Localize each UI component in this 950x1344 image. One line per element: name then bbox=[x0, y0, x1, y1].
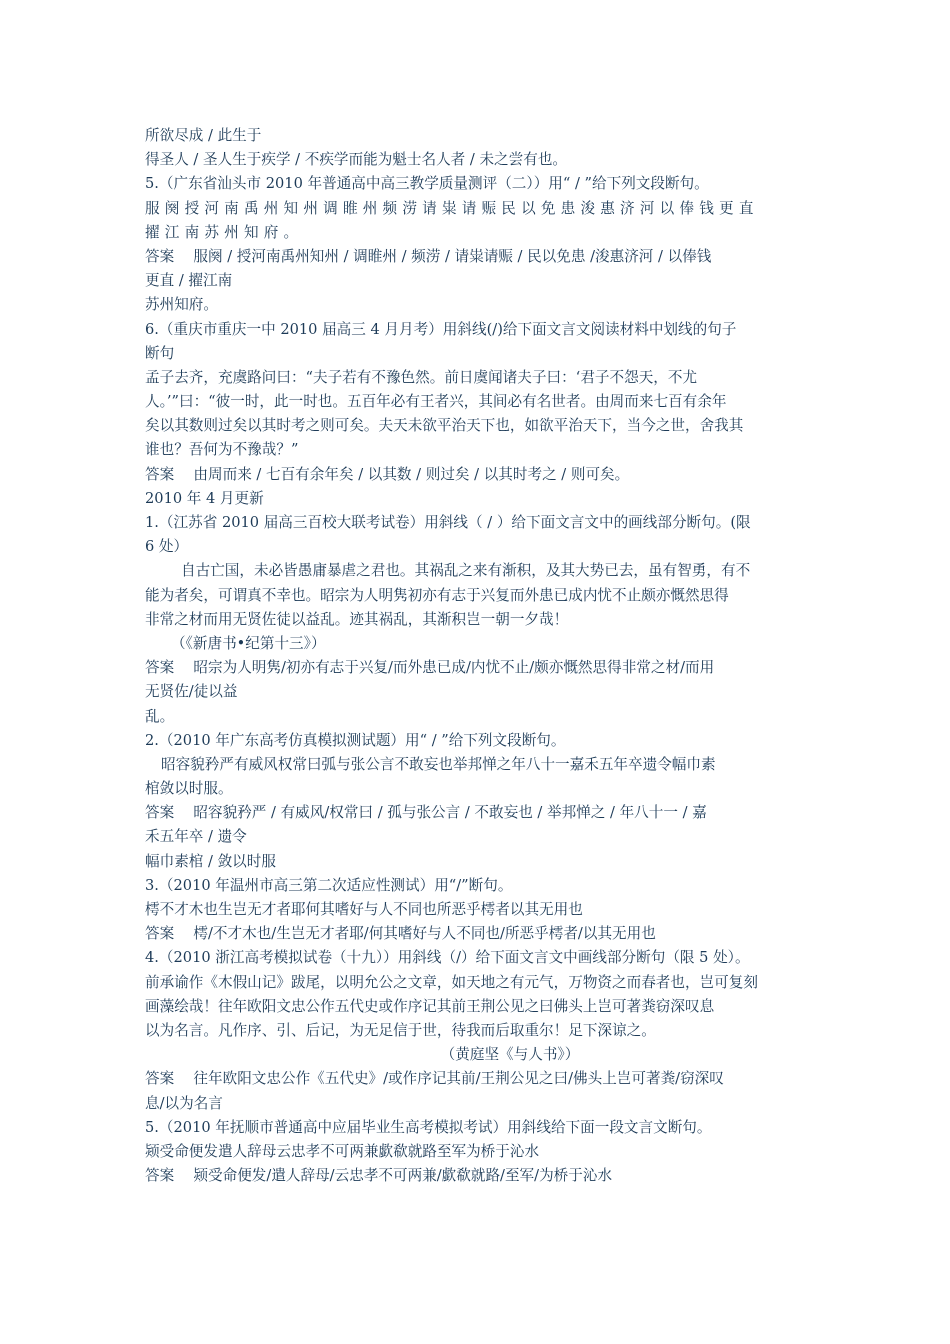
answer-line: 答案 颎受命便发/遣人辞母/云忠孝不可两兼/歔欷就路/至军/为桥于沁水 bbox=[145, 1167, 613, 1185]
text-line: 颎受命便发遣人辞母云忠孝不可两兼歔欷就路至军为桥于沁水 bbox=[145, 1142, 540, 1160]
text-line: 画藻绘哉！往年欧阳文忠公作五代史或作序记其前王荆公见之曰佛头上岂可著粪窃深叹息 bbox=[145, 997, 715, 1015]
text-line: 樗不才木也生岂无才者耶何其嗜好与人不同也所恶乎樗者以其无用也 bbox=[145, 901, 583, 918]
section-heading: 2010 年 4 月更新 bbox=[145, 489, 264, 507]
answer-line: 答案 往年欧阳文忠公作《五代史》/或作序记其前/王荆公见之曰/佛头上岂可著粪/窃深叹 bbox=[145, 1070, 724, 1088]
question-heading: 3.（2010 年温州市高三第二次适应性测试）用“/”断句。 bbox=[145, 876, 513, 894]
question-heading: 6.（重庆市重庆一中 2010 届高三 4 月月考）用斜线(/)给下面文言文阅读材料中划线的句子 bbox=[145, 320, 737, 338]
citation: （黄庭坚《与人书》） bbox=[440, 1046, 580, 1064]
text-line: 非常之材而用无贤佐徒以益乱。迹其祸乱，其渐积岂一朝一夕哉！ bbox=[145, 610, 569, 628]
text-line: 得圣人 / 圣人生于疾学 / 不疾学而能为魁士名人者 / 未之尝有也。 bbox=[145, 151, 568, 169]
text-line: 6 处） bbox=[145, 538, 189, 556]
answer-line: 答案 服阕 / 授河南禹州知州 / 调睢州 / 频涝 / 请粜请赈 / 民以免患 /浚惠济河 / 以俸钱 bbox=[145, 247, 712, 265]
text-line: 自古亡国，未必皆愚庸暴虐之君也。其祸乱之来有渐积，及其大势已去，虽有智勇，有不 bbox=[181, 562, 751, 580]
question-heading: 2.（2010 年广东高考仿真模拟测试题）用“ / ”给下列文段断句。 bbox=[145, 731, 566, 749]
question-heading: 5.（2010 年抚顺市普通高中应届毕业生高考模拟考试）用斜线给下面一段文言文断句。 bbox=[145, 1118, 712, 1136]
text-line: 所欲尽成 / 此生于 bbox=[145, 127, 262, 144]
text-line: 矣以其数则过矣以其时考之则可矣。夫天未欲平治天下也，如欲平治天下，当今之世，舍我其 bbox=[145, 417, 744, 435]
text-line: 人。’”曰：“彼一时，此一时也。五百年必有王者兴，其间必有名世者。由周而来七百有余年 bbox=[145, 393, 727, 411]
answer-line: 答案 樗/不才木也/生岂无才者耶/何其嗜好与人不同也/所恶乎樗者/以其无用也 bbox=[145, 925, 656, 943]
text-line: 苏州知府。 bbox=[145, 296, 218, 314]
document-page bbox=[145, 124, 815, 1188]
text-line: 服阕授河南禹州知州调睢州频涝请粜请赈民以免患浚惠济河以俸钱更直 bbox=[145, 199, 759, 217]
text-line: 禾五年卒 / 遗令 bbox=[145, 828, 247, 846]
text-line: 息/以为名言 bbox=[145, 1094, 223, 1112]
text-line: 棺敛以时服。 bbox=[145, 780, 233, 798]
text-line: 谁也？吾何为不豫哉？” bbox=[145, 441, 299, 459]
question-heading: 5.（广东省汕头市 2010 年普通高中高三教学质量测评（二））用“ / ”给下列文段断句。 bbox=[145, 175, 709, 193]
answer-line: 答案 由周而来 / 七百有余年矣 / 以其数 / 则过矣 / 以其时考之 / 则可矣。 bbox=[145, 465, 630, 483]
text-line: 更直 / 擢江南 bbox=[145, 272, 233, 290]
text-line: 昭容貌矜严有威风权常曰弧与张公言不敢妄也举邦惮之年八十一嘉禾五年卒遗令幅巾素 bbox=[161, 755, 716, 773]
text-line: 擢江南苏州知府。 bbox=[145, 223, 304, 241]
text-line: 孟子去齐，充虞路问曰：“夫子若有不豫色然。前日虞闻诸夫子曰：‘君子不怨天，不尤 bbox=[145, 368, 698, 386]
answer-line: 答案 昭宗为人明隽/初亦有志于兴复/而外患已成/内忧不止/颇亦慨然思得非常之材/而用 bbox=[145, 659, 715, 677]
text-line: 乱。 bbox=[145, 707, 175, 725]
citation: （《新唐书•纪第十三》） bbox=[171, 634, 326, 652]
question-heading: 1.（江苏省 2010 届高三百校大联考试卷）用斜线（ / ）给下面文言文中的画线部分断句。(限 bbox=[145, 514, 751, 531]
text-line: 能为者矣，可谓真不幸也。昭宗为人明隽初亦有志于兴复而外患已成内忧不止颇亦慨然思得 bbox=[145, 586, 729, 604]
text-line: 幅巾素棺 / 敛以时服 bbox=[145, 852, 276, 870]
question-heading: 4.（2010 浙江高考模拟试卷（十九））用斜线（/）给下面文言文中画线部分断句（限 5 处）。 bbox=[145, 949, 750, 967]
text-line: 断句 bbox=[145, 344, 175, 362]
text-line: 前承谕作《木假山记》跋尾，以明允公之文章，如天地之有元气，万物资之而春者也，岂可复刻 bbox=[145, 973, 758, 991]
text-line: 以为名言。凡作序、引、后记，为无足信于世，待我而后取重尔！足下深谅之。 bbox=[145, 1021, 656, 1039]
text-line: 无贤佐/徒以益 bbox=[145, 683, 238, 701]
answer-line: 答案 昭容貌矜严 / 有威风/权常曰 / 孤与张公言 / 不敢妄也 / 举邦惮之 / 年八十一 / 嘉 bbox=[145, 804, 707, 822]
